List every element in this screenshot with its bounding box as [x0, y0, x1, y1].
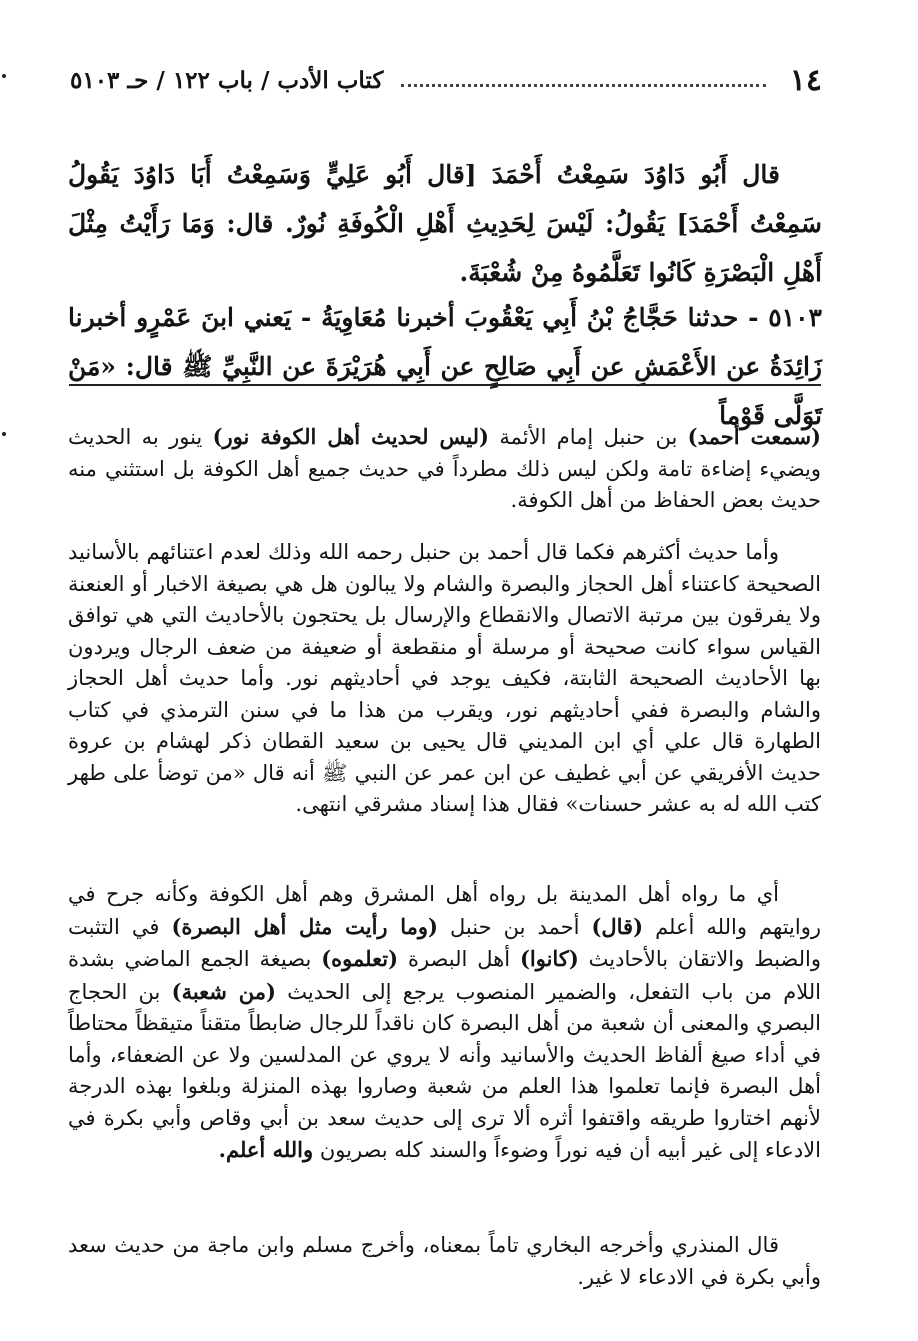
margin-mark: [2, 74, 6, 78]
hadith-number: ٥١٠٣ -: [748, 303, 822, 332]
commentary-text: في التثبت والضبط والاتقان بالأحاديث: [68, 914, 821, 971]
commentary-text: أهل البصرة: [398, 947, 520, 971]
page-header: [70, 62, 822, 98]
commentary-text: بن الحجاج البصري والمعنى أن شعبة من أهل البصرة كان ناقداً للرجال ضابطاً متقناً متيقظاً محتاطاً في أداء صيغ ألفاظ الحديث والأسانيد وأنه لا يروي عن المدلسين ولا عن الضعفاء، وأما أهل البصرة فإنما تعلموا هذا العلم من شعبة وصاروا بهذه المنزلة وبلغوا بهذه الدرجة لأنهم اختاروا طريقه واقتفوا أثره ألا ترى إلى حديث سعد بن أبي وقاص وأبي بكرة في الادعاء إلى غير أبيه أن فيه نوراً وضوءاً والسند كله بصريون: [68, 979, 821, 1162]
quoted-phrase: (ليس لحديث أهل الكوفة نور): [212, 424, 489, 449]
commentary-paragraph-3: [68, 879, 821, 1167]
quoted-phrase: (تعلموه): [321, 946, 399, 971]
commentary-text: ينور به الحديث ويضيء إضاءة تامة ولكن ليس ذلك مطرداً في حديث جميع أهل الكوفة بل استثني منه حديث بعض الحفاظ من أهل الكوفة.: [68, 425, 821, 512]
hadith-paragraph-1: قال أَبُو دَاوُدَ سَمِعْتُ أَحْمَدَ [قال أَبُو عَلِيٍّ وَسَمِعْتُ أَبَا دَاوُدَ يَقُولُ سَمِعْتُ أَحْمَدَ] يَقُولُ: لَيْسَ لِحَدِيثِ أَهْلِ الْكُوفَةِ نُورٌ. قال: وَمَا رَأَيْتُ مِثْلَ أَهْلِ الْبَصْرَةِ كَانُوا تَعَلَّمُوهُ مِنْ شُعْبَةَ.: [68, 160, 822, 287]
commentary-text: بصيغة الجمع الماضي بشدة اللام من باب التفعل، والضمير المنصوب يرجع إلى الحديث: [68, 947, 822, 1004]
running-title: كتاب الأدب / باب ١٢٢ / حـ ٥١٠٣: [70, 66, 384, 94]
quoted-phrase: (قال): [591, 913, 644, 939]
quoted-phrase: (كانوا): [519, 946, 579, 971]
commentary-text: بن حنبل إمام الأئمة: [489, 425, 688, 449]
quoted-phrase: والله أعلم.: [218, 1137, 314, 1162]
quoted-phrase: (من شعبة): [171, 978, 276, 1004]
quoted-phrase: (سمعت أحمد): [687, 424, 821, 449]
commentary-text: أي ما رواه أهل المدينة بل رواه أهل المشرق وهم أهل الكوفة وكأنه جرح في روايتهم والله أعلم: [68, 882, 821, 939]
footnote-divider: [69, 384, 821, 386]
page-number: ١٤: [789, 62, 822, 98]
commentary-paragraph-4: قال المنذري وأخرجه البخاري تاماً بمعناه، وأخرج مسلم وابن ماجة من حديث سعد وأبي بكرة في الادعاء لا غير.: [68, 1233, 821, 1289]
hadith-paragraph-2: [68, 293, 822, 440]
margin-mark: [2, 432, 6, 436]
commentary-paragraph-2: وأما حديث أكثرهم فكما قال أحمد بن حنبل رحمه الله وذلك لعدم اعتنائهم بالأسانيد الصحيحة كاعتناء أهل الحجاز والبصرة والشام ولا يبالون هل هي بصيغة الاخبار أو العنعنة ولا يفرقون بين مرتبة الاتصال والانقطاع والإرسال بل يحتجون بالأحاديث التي هي توافق القياس سواء كانت صحيحة أو مرسلة أو منقطعة أو ضعيفة من ضعف الرجال ويردون بها الأحاديث الصحيحة الثابتة، فكيف يوجد في أحاديثهم نور. وأما حديث أهل الحجاز والشام والبصرة ففي أحاديثهم نور، ويقرب من هذا ما في سنن الترمذي في كتاب الطهارة قال علي أي ابن المديني قال يحيى بن سعيد القطان ذكر لهشام بن عروة حديث الأفريقي عن أبي غطيف عن ابن عمر عن النبي ﷺ أنه قال «من توضأ على طهر كتب الله له به عشر حسنات» فقال هذا إسناد مشرقي انتهى.: [68, 540, 821, 816]
header-dotted-leader: [401, 84, 765, 87]
hadith-text: حدثنا حَجَّاجُ بْنُ أَبِي يَعْقُوبَ أخبرنا مُعَاوِيَةُ - يَعني ابنَ عَمْرٍو أخبرنا زَائِدَةُ عن الأَعْمَشِ عن أَبِي صَالِحٍ عن أَبِي هُرَيْرَةَ عن النَّبِيِّ ﷺ قال: «مَنْ تَوَلَّى قَوْماً: [68, 303, 822, 430]
commentary-text: أحمد بن حنبل: [437, 914, 592, 939]
quoted-phrase: (وما رأيت مثل أهل البصرة): [171, 913, 438, 939]
commentary-paragraph-1: [68, 421, 821, 517]
